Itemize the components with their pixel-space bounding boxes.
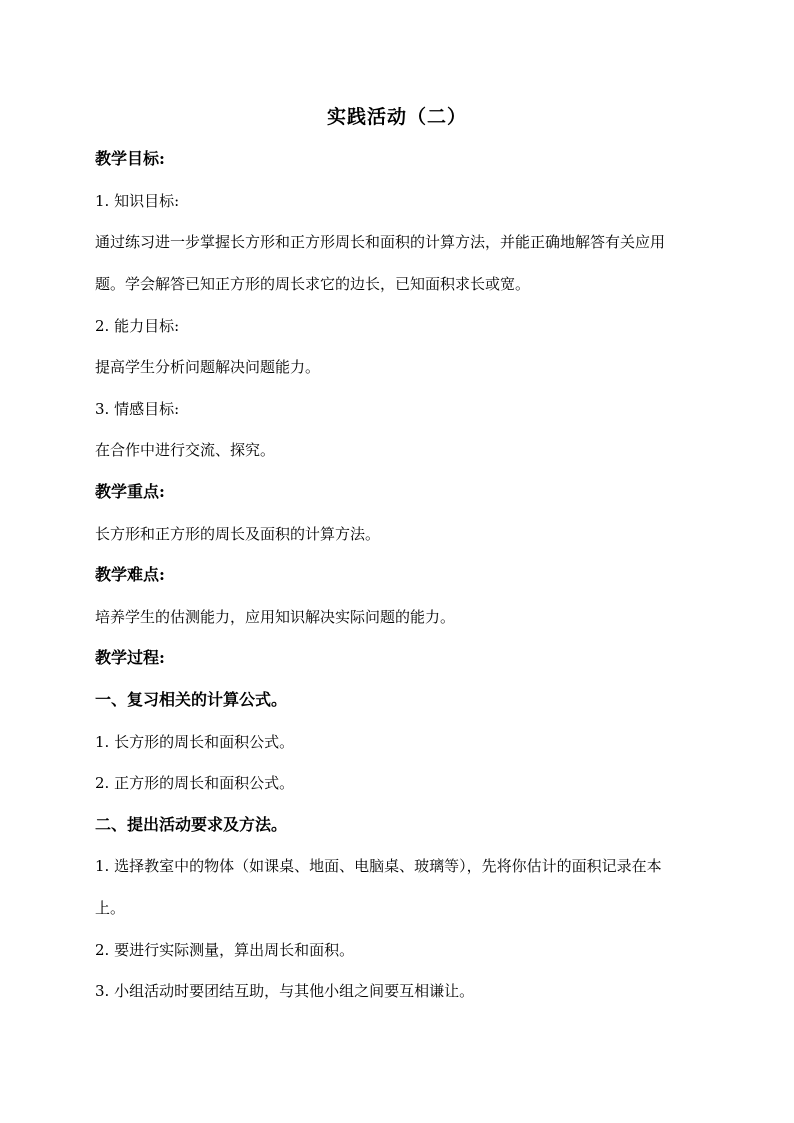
ability-label: 2. 能力目标: [95,317,180,335]
part2-heading: 二、提出活动要求及方法。 [95,815,288,834]
knowledge-text-line-2: 题。学会解答已知正方形的周长求它的边长，已知面积求长或宽。 [95,275,531,293]
part2-item-1-line-1: 1. 选择教室中的物体（如课桌、地面、电脑桌、玻璃等），先将你估计的面积记录在本 [95,857,662,875]
part1-item-2: 2. 正方形的周长和面积公式。 [95,774,295,792]
page-title: 实践活动（二） [326,106,467,128]
emotion-label: 3. 情感目标: [95,400,180,418]
part1-heading: 一、复习相关的计算公式。 [95,690,288,709]
difficulty-heading: 教学难点: [95,565,165,584]
ability-text: 提高学生分析问题解决问题能力。 [95,358,321,376]
part2-item-1-line-2: 上。 [95,899,126,917]
emotion-text: 在合作中进行交流、探究。 [95,441,276,459]
part1-item-1: 1. 长方形的周长和面积公式。 [95,733,295,751]
part2-item-3: 3. 小组活动时要团结互助，与其他小组之间要互相谦让。 [95,982,475,1000]
knowledge-label: 1. 知识目标: [95,192,180,210]
knowledge-text-line-1: 通过练习进一步掌握长方形和正方形周长和面积的计算方法，并能正确地解答有关应用 [95,233,666,251]
part2-item-2: 2. 要进行实际测量，算出周长和面积。 [95,941,355,959]
difficulty-text: 培养学生的估测能力，应用知识解决实际问题的能力。 [95,608,456,626]
key-points-text: 长方形和正方形的周长及面积的计算方法。 [95,525,381,543]
process-heading: 教学过程: [95,648,165,667]
objectives-heading: 教学目标: [95,149,165,168]
key-points-heading: 教学重点: [95,482,165,501]
